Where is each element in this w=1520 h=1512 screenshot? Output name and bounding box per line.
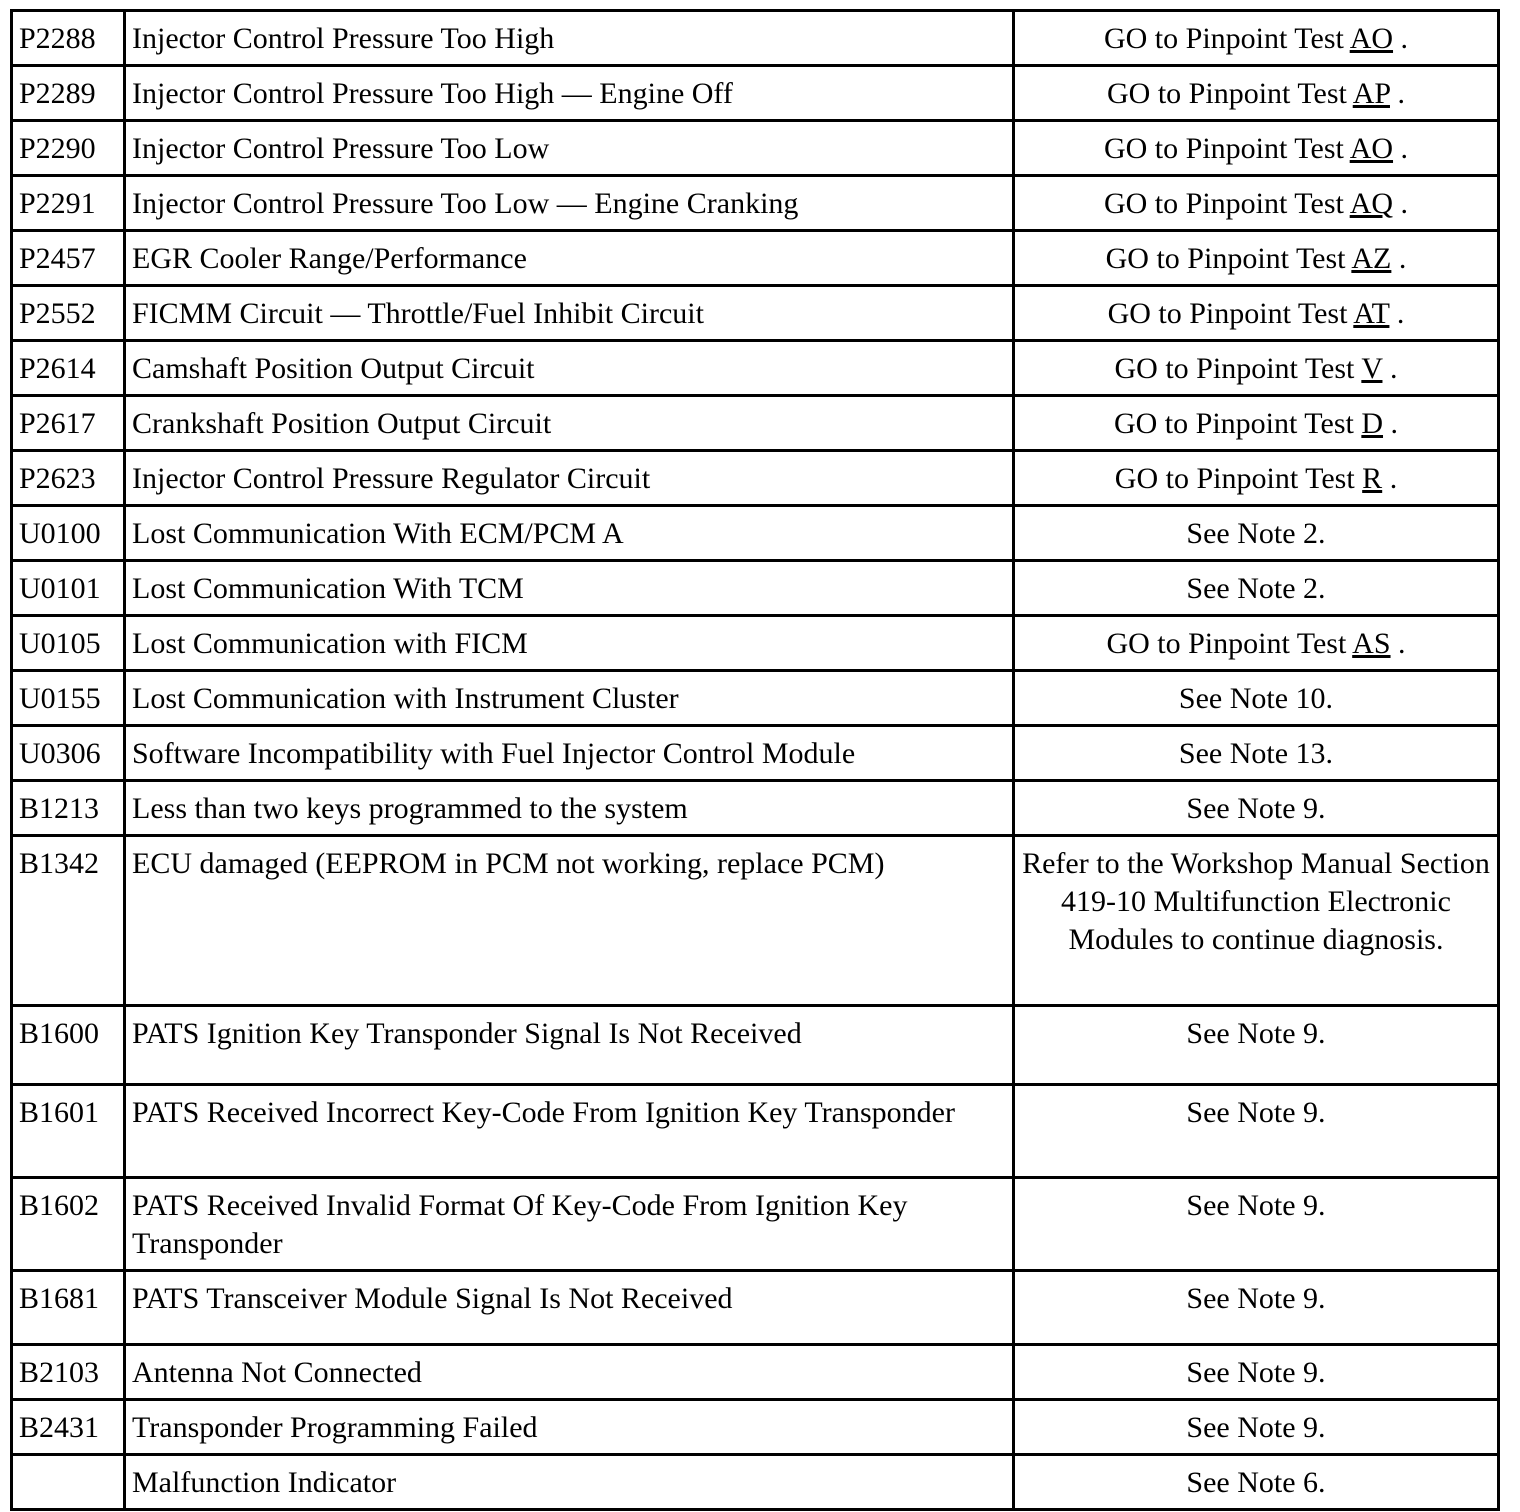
dtc-description: Injector Control Pressure Too Low — Engine Cranking — [125, 176, 1014, 231]
action-suffix: . — [1393, 22, 1409, 55]
action-text: See Note 2. — [1186, 517, 1326, 550]
dtc-code: U0306 — [12, 726, 125, 781]
dtc-code: U0100 — [12, 506, 125, 561]
action-text: See Note 10. — [1178, 682, 1334, 715]
dtc-action — [1014, 11, 1499, 66]
dtc-description: Crankshaft Position Output Circuit — [125, 396, 1014, 451]
dtc-action — [1014, 231, 1499, 286]
dtc-description: PATS Ignition Key Transponder Signal Is Not Received — [125, 1006, 1014, 1085]
dtc-action — [1014, 451, 1499, 506]
table-row — [12, 1271, 1499, 1345]
dtc-action — [1014, 396, 1499, 451]
table-row — [12, 341, 1499, 396]
dtc-code — [12, 1455, 125, 1510]
action-text: GO to Pinpoint Test — [1107, 297, 1354, 330]
pinpoint-test-link[interactable]: AS — [1352, 627, 1391, 660]
action-suffix: . — [1382, 462, 1398, 495]
dtc-description: Software Incompatibility with Fuel Injector Control Module — [125, 726, 1014, 781]
action-suffix: . — [1391, 242, 1407, 275]
dtc-description: Injector Control Pressure Too Low — [125, 121, 1014, 176]
action-suffix: . — [1390, 627, 1406, 660]
dtc-code: P2623 — [12, 451, 125, 506]
action-text: See Note 2. — [1186, 572, 1326, 605]
dtc-action — [1014, 781, 1499, 836]
action-text: GO to Pinpoint Test — [1113, 407, 1362, 440]
dtc-code: B1601 — [12, 1085, 125, 1178]
dtc-code: B1681 — [12, 1271, 125, 1345]
action-text: GO to Pinpoint Test — [1106, 627, 1353, 660]
dtc-action — [1014, 1400, 1499, 1455]
dtc-code: P2289 — [12, 66, 125, 121]
action-suffix: . — [1383, 407, 1399, 440]
action-text: See Note 13. — [1178, 737, 1334, 770]
dtc-description: Injector Control Pressure Regulator Circuit — [125, 451, 1014, 506]
action-text: See Note 9. — [1186, 792, 1326, 825]
dtc-description: Transponder Programming Failed — [125, 1400, 1014, 1455]
dtc-code: B2103 — [12, 1345, 125, 1400]
dtc-code: U0105 — [12, 616, 125, 671]
table-row — [12, 1345, 1499, 1400]
action-text: GO to Pinpoint Test — [1107, 77, 1353, 110]
dtc-action — [1014, 506, 1499, 561]
dtc-action — [1014, 286, 1499, 341]
action-text: See Note 9. — [1186, 1356, 1326, 1389]
pinpoint-test-link[interactable]: D — [1361, 407, 1384, 440]
dtc-code: P2457 — [12, 231, 125, 286]
dtc-code: P2290 — [12, 121, 125, 176]
table-row — [12, 451, 1499, 506]
table-row — [12, 1085, 1499, 1178]
dtc-code: P2614 — [12, 341, 125, 396]
pinpoint-test-link[interactable]: AP — [1352, 77, 1390, 110]
dtc-code: B2431 — [12, 1400, 125, 1455]
dtc-description: ECU damaged (EEPROM in PCM not working, replace PCM) — [125, 836, 1014, 1006]
table-row — [12, 286, 1499, 341]
table-row — [12, 561, 1499, 616]
table-row — [12, 836, 1499, 1006]
dtc-description: Less than two keys programmed to the system — [125, 781, 1014, 836]
dtc-description: EGR Cooler Range/Performance — [125, 231, 1014, 286]
dtc-action — [1014, 616, 1499, 671]
action-text: See Note 9. — [1186, 1017, 1326, 1050]
dtc-description: PATS Transceiver Module Signal Is Not Received — [125, 1271, 1014, 1345]
pinpoint-test-link[interactable]: AQ — [1349, 187, 1394, 220]
table-row — [12, 1178, 1499, 1271]
dtc-description: Camshaft Position Output Circuit — [125, 341, 1014, 396]
table-row — [12, 726, 1499, 781]
pinpoint-test-link[interactable]: AT — [1353, 297, 1390, 330]
action-text: Refer to the Workshop Manual Section 419-10 Multifunction Electronic Modules to continue diagnosis. — [1022, 847, 1490, 956]
dtc-description: Lost Communication With TCM — [125, 561, 1014, 616]
dtc-action — [1014, 671, 1499, 726]
dtc-action — [1014, 1345, 1499, 1400]
table-row — [12, 1006, 1499, 1085]
action-text: GO to Pinpoint Test — [1103, 187, 1350, 220]
dtc-code: P2288 — [12, 11, 125, 66]
table-row — [12, 1400, 1499, 1455]
dtc-code: B1600 — [12, 1006, 125, 1085]
dtc-code: P2552 — [12, 286, 125, 341]
action-suffix: . — [1389, 77, 1405, 110]
table-row — [12, 66, 1499, 121]
action-text: GO to Pinpoint Test — [1103, 22, 1350, 55]
dtc-table-body — [12, 11, 1499, 1510]
table-row — [12, 396, 1499, 451]
action-text: GO to Pinpoint Test — [1114, 352, 1362, 385]
dtc-code: B1342 — [12, 836, 125, 1006]
action-text: See Note 9. — [1186, 1096, 1326, 1129]
action-text: GO to Pinpoint Test — [1103, 132, 1350, 165]
dtc-code: B1602 — [12, 1178, 125, 1271]
pinpoint-test-link[interactable]: AZ — [1351, 242, 1392, 275]
dtc-code: U0155 — [12, 671, 125, 726]
table-row — [12, 781, 1499, 836]
pinpoint-test-link[interactable]: AO — [1349, 132, 1394, 165]
dtc-action — [1014, 561, 1499, 616]
dtc-action — [1014, 1006, 1499, 1085]
dtc-code: P2291 — [12, 176, 125, 231]
dtc-description: PATS Received Incorrect Key-Code From Ignition Key Transponder — [125, 1085, 1014, 1178]
dtc-action — [1014, 66, 1499, 121]
dtc-description: Lost Communication with FICM — [125, 616, 1014, 671]
dtc-action — [1014, 121, 1499, 176]
table-row — [12, 176, 1499, 231]
action-text: GO to Pinpoint Test — [1114, 462, 1363, 495]
dtc-description: FICMM Circuit — Throttle/Fuel Inhibit Circuit — [125, 286, 1014, 341]
dtc-action — [1014, 726, 1499, 781]
table-row — [12, 231, 1499, 286]
dtc-code: P2617 — [12, 396, 125, 451]
dtc-description: Antenna Not Connected — [125, 1345, 1014, 1400]
action-text: See Note 9. — [1186, 1189, 1326, 1222]
dtc-action — [1014, 1178, 1499, 1271]
dtc-description: Lost Communication with Instrument Cluster — [125, 671, 1014, 726]
dtc-table — [10, 9, 1500, 1511]
dtc-description: Injector Control Pressure Too High — [125, 11, 1014, 66]
dtc-code: B1213 — [12, 781, 125, 836]
action-text: See Note 6. — [1186, 1466, 1326, 1499]
action-suffix: . — [1389, 297, 1405, 330]
action-text: See Note 9. — [1186, 1282, 1326, 1315]
table-row — [12, 671, 1499, 726]
table-row — [12, 121, 1499, 176]
dtc-code: U0101 — [12, 561, 125, 616]
dtc-description: PATS Received Invalid Format Of Key-Code From Ignition Key Transponder — [125, 1178, 1014, 1271]
pinpoint-test-link[interactable]: R — [1362, 462, 1383, 495]
table-row — [12, 616, 1499, 671]
action-suffix: . — [1393, 187, 1409, 220]
action-text: See Note 9. — [1186, 1411, 1326, 1444]
dtc-description: Malfunction Indicator — [125, 1455, 1014, 1510]
table-row — [12, 1455, 1499, 1510]
dtc-action — [1014, 341, 1499, 396]
dtc-action — [1014, 1085, 1499, 1178]
pinpoint-test-link[interactable]: V — [1361, 352, 1383, 385]
action-suffix: . — [1382, 352, 1398, 385]
dtc-description: Lost Communication With ECM/PCM A — [125, 506, 1014, 561]
dtc-action — [1014, 176, 1499, 231]
pinpoint-test-link[interactable]: AO — [1349, 22, 1394, 55]
action-text: GO to Pinpoint Test — [1105, 242, 1352, 275]
dtc-description: Injector Control Pressure Too High — Engine Off — [125, 66, 1014, 121]
action-suffix: . — [1393, 132, 1409, 165]
dtc-action — [1014, 836, 1499, 1006]
table-row — [12, 11, 1499, 66]
dtc-action — [1014, 1271, 1499, 1345]
table-row — [12, 506, 1499, 561]
dtc-action — [1014, 1455, 1499, 1510]
